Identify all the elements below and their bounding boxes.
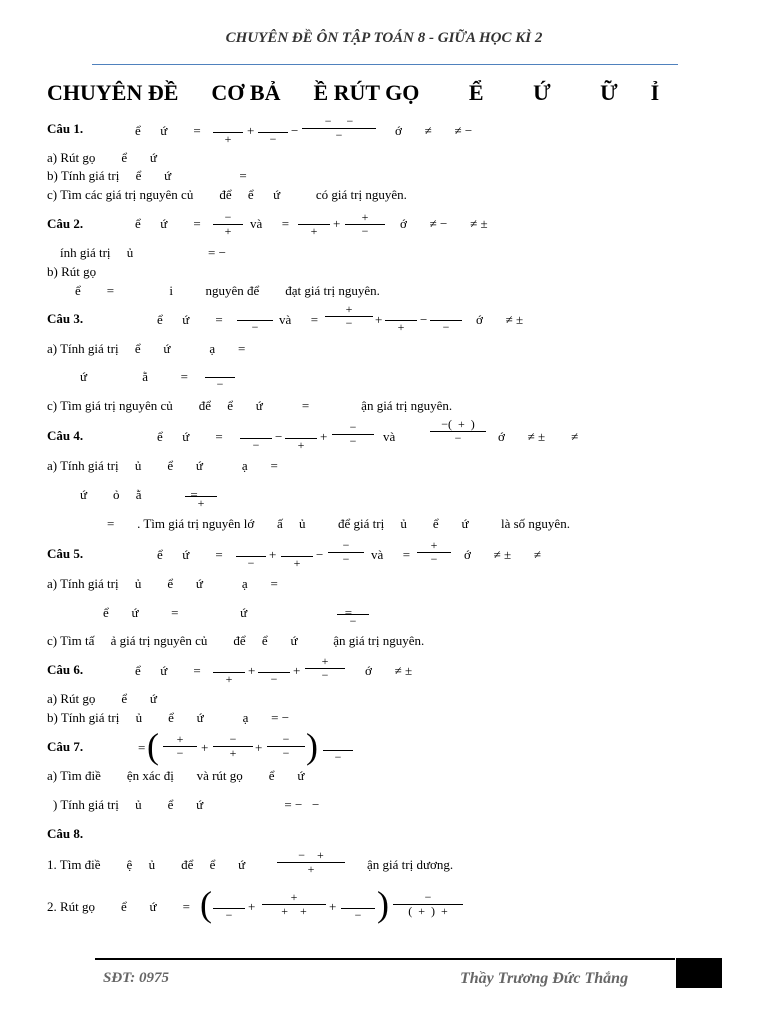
question-5-text: ể ứ = (157, 547, 223, 562)
operator: − (291, 123, 299, 138)
question-8-label: Câu 8. (47, 826, 84, 841)
fraction: − ( + ) + (393, 891, 463, 917)
fraction: + − (163, 733, 197, 759)
right-paren: ) (377, 884, 389, 924)
fraction: + (185, 483, 217, 509)
fraction: − (258, 119, 288, 145)
fraction: + − (305, 655, 345, 681)
question-1-text: ể ứ = (135, 123, 201, 138)
fraction: − (205, 364, 235, 390)
fraction: + (298, 211, 330, 237)
question-1-part-a: a) Rút gọ ể ứ (47, 150, 157, 165)
main-title: CHUYÊN ĐỀ CƠ BẢ Ề RÚT GỌ Ể Ứ Ữ Ỉ (47, 80, 660, 105)
question-5-part-b: ể ứ = ứ = (103, 605, 353, 620)
question-7-part-b: ) Tính giá trị ủ ể ứ = − − (53, 797, 320, 812)
footer-divider (95, 958, 675, 960)
operator: = (138, 740, 146, 755)
fraction: + − (345, 211, 385, 237)
fraction: − (236, 543, 266, 569)
question-4-part-b: ứ ỏ ằ = (80, 487, 198, 502)
question-4-label: Câu 4. (47, 428, 84, 443)
question-6-condition: ớ ≠ ± (365, 663, 413, 678)
question-6-part-a: a) Rút gọ ể ứ (47, 691, 157, 706)
question-3-text: ể ứ = (157, 312, 223, 327)
operator: + (333, 216, 341, 231)
question-4-part-c: = . Tìm giá trị nguyên lớ ấ ủ để giá trị ủ ể ứ là số nguyên. (107, 516, 570, 531)
operator: + (247, 123, 255, 138)
question-1-label: Câu 1. (47, 121, 84, 136)
fraction: + (285, 425, 317, 451)
operator: − (275, 429, 283, 444)
question-5-part-a: a) Tính giá trị ủ ể ứ ạ = (47, 576, 278, 591)
question-2-text: ể ứ = (135, 216, 201, 231)
fraction: − (237, 307, 273, 333)
fraction: − (430, 307, 462, 333)
operator: + (201, 740, 209, 755)
footer-author: Thầy Trương Đức Thắng (460, 970, 629, 987)
question-2-label: Câu 2. (47, 216, 84, 231)
header-divider (92, 64, 678, 65)
question-7-part-a: a) Tìm điề ện xác đị và rút gọ ể ứ (47, 768, 305, 783)
fraction: − − (267, 733, 305, 759)
fraction: − (213, 895, 245, 921)
question-2-part-b: b) Rút gọ (47, 264, 97, 279)
question-6-text: ể ứ = (135, 663, 201, 678)
question-8-part-1-tail: ận giá trị dương. (367, 857, 454, 872)
fraction: − + (213, 211, 243, 237)
fraction: − (337, 601, 369, 627)
fraction: − (258, 659, 290, 685)
footer-page-box (676, 958, 722, 988)
question-1-condition: ớ ≠ ≠ − (395, 123, 473, 138)
question-7-label: Câu 7. (47, 739, 84, 754)
operator: − (316, 547, 324, 562)
fraction: + + + (262, 891, 326, 917)
question-3-and: và = (279, 312, 319, 327)
question-1-part-b: b) Tính giá trị ể ứ = (47, 168, 247, 183)
operator: + (375, 312, 383, 327)
question-6-label: Câu 6. (47, 662, 84, 677)
question-1-part-c: c) Tìm các giá trị nguyên củ để ể ứ có giá trị nguyên. (47, 187, 407, 202)
operator: + (269, 547, 277, 562)
fraction: + (213, 659, 245, 685)
fraction: + (385, 307, 417, 333)
question-4-condition: ớ ≠ ± ≠ (498, 429, 579, 444)
question-5-condition: ớ ≠ ± ≠ (464, 547, 542, 562)
fraction: − − (332, 421, 374, 447)
left-paren: ( (200, 884, 212, 924)
question-6-part-b: b) Tính giá trị ủ ể ứ ạ = − (47, 710, 290, 725)
question-5-and: và = (371, 547, 411, 562)
question-8-part-1: 1. Tìm điề ệ ủ để ể ứ (47, 857, 246, 872)
question-3-label: Câu 3. (47, 311, 84, 326)
left-paren: ( (147, 726, 159, 766)
question-3-part-b: ứ ằ = (80, 369, 188, 384)
fraction: − (341, 895, 375, 921)
fraction: − (323, 737, 353, 763)
operator: + (293, 663, 301, 678)
fraction: − − (328, 539, 364, 565)
fraction: −( + ) − (430, 418, 486, 444)
fraction: − + + (277, 849, 345, 875)
fraction: + − (325, 303, 373, 329)
footer-phone: SĐT: 0975 (103, 970, 169, 986)
question-5-part-c: c) Tìm tấ ả giá trị nguyên củ để ể ứ ận giá trị nguyên. (47, 633, 425, 648)
page-header: CHUYÊN ĐỀ ÔN TẬP TOÁN 8 - GIỮA HỌC KÌ 2 (225, 30, 543, 46)
fraction: + (213, 119, 243, 145)
operator: + (255, 740, 263, 755)
operator: + (320, 429, 328, 444)
question-5-label: Câu 5. (47, 546, 84, 561)
fraction: − + (213, 733, 253, 759)
question-4-text: ể ứ = (157, 429, 223, 444)
question-3-part-a: a) Tính giá trị ể ứ ạ = (47, 341, 246, 356)
fraction: + − (417, 539, 451, 565)
operator: + (248, 663, 256, 678)
question-8-part-2: 2. Rút gọ ể ứ = (47, 899, 190, 914)
question-2-part-c: ể = i nguyên để đạt giá trị nguyên. (75, 283, 380, 298)
question-2-and: và = (250, 216, 290, 231)
question-4-and: và (383, 429, 396, 444)
fraction: + (281, 543, 313, 569)
fraction: − (240, 425, 272, 451)
question-2-condition: ớ ≠ − ≠ ± (400, 216, 488, 231)
question-2-part-a: ính giá trị ủ = − (60, 245, 226, 260)
question-3-part-c: c) Tìm giá trị nguyên củ để ể ứ = ận giá trị nguyên. (47, 398, 453, 413)
fraction: − − − (302, 115, 376, 141)
question-4-part-a: a) Tính giá trị ủ ể ứ ạ = (47, 458, 278, 473)
question-3-condition: ớ ≠ ± (476, 312, 524, 327)
operator: + (248, 899, 256, 914)
operator: − (420, 312, 428, 327)
operator: + (329, 899, 337, 914)
right-paren: ) (306, 726, 318, 766)
